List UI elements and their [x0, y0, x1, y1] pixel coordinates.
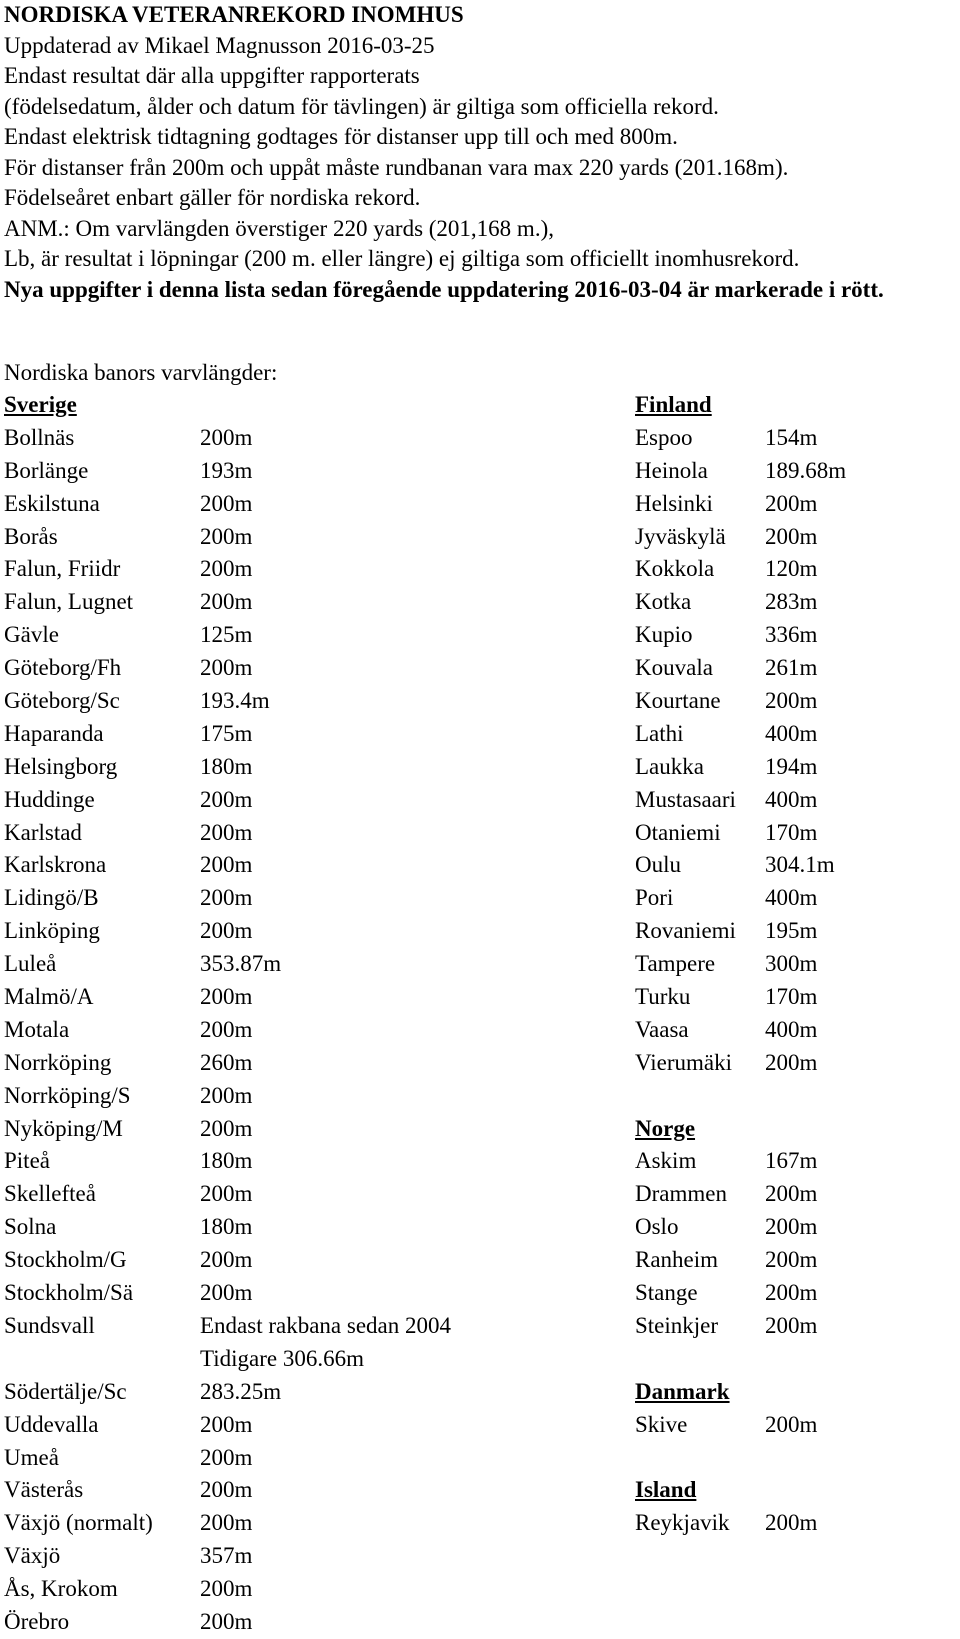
header-line: För distanser från 200m och uppåt måste rundbanan vara max 220 yards (201.168m). — [4, 154, 789, 180]
venue-name: Bollnäs — [4, 424, 75, 450]
lap-length: 400m — [765, 720, 818, 746]
lap-length: 200m — [200, 1082, 253, 1108]
venue-row — [4, 619, 524, 652]
lap-length: 180m — [200, 1214, 253, 1240]
venue-row — [635, 882, 955, 915]
venue-row — [4, 751, 524, 784]
venue-row — [635, 948, 955, 981]
lap-length: 200m — [200, 589, 253, 615]
venue-name: Helsingborg — [4, 753, 118, 779]
venue-name: Göteborg/Fh — [4, 655, 122, 681]
header-line: Lb, är resultat i löpningar (200 m. eller längre) ej giltiga som officiellt inomhusrekord. — [4, 246, 800, 271]
lap-length: 200m — [200, 819, 253, 845]
venue-row — [4, 652, 524, 685]
venue-row — [635, 422, 955, 455]
lap-length: 400m — [765, 1016, 818, 1042]
venue-row — [635, 1047, 955, 1080]
lap-length: 200m — [200, 1181, 253, 1207]
lap-length: 357m — [200, 1543, 253, 1569]
venue-row — [635, 1178, 955, 1211]
venue-name: Pori — [635, 885, 674, 911]
lap-length: 200m — [765, 1214, 818, 1240]
venue-row — [4, 1474, 524, 1507]
venue-row — [635, 1014, 955, 1047]
venue-row — [4, 422, 524, 455]
venue-row — [4, 817, 524, 850]
venue-name: Rovaniemi — [635, 918, 736, 944]
venue-name: Vierumäki — [635, 1049, 732, 1075]
venue-row — [635, 1244, 955, 1277]
venue-row — [4, 1277, 524, 1310]
venue-row — [4, 1442, 524, 1475]
denmark-heading: Danmark — [635, 1378, 730, 1404]
venue-name: Eskilstuna — [4, 490, 100, 516]
venue-name: Karlskrona — [4, 852, 107, 878]
venue-name: Reykjavik — [635, 1510, 730, 1536]
venue-name: Drammen — [635, 1181, 727, 1207]
lap-length: 200m — [200, 852, 253, 878]
venue-name: Växjö — [4, 1543, 61, 1569]
venue-row — [635, 521, 955, 554]
lap-length: 400m — [765, 885, 818, 911]
lap-length: 200m — [200, 1576, 253, 1602]
lap-length: 170m — [765, 819, 818, 845]
lap-length: 300m — [765, 951, 818, 977]
venue-row — [4, 1113, 524, 1146]
lap-length: 195m — [765, 918, 818, 944]
update-note: Nya uppgifter i denna lista sedan föregående uppdatering 2016-03-04 är markerade i rött. — [4, 276, 884, 302]
lap-length: 125m — [200, 622, 253, 648]
lap-length: 200m — [200, 490, 253, 516]
lap-length: 200m — [200, 1016, 253, 1042]
header-line: Endast resultat där alla uppgifter rapporterats — [4, 63, 420, 88]
venue-row — [4, 1310, 524, 1343]
venue-name: Stockholm/Sä — [4, 1280, 134, 1306]
venue-row — [4, 1376, 524, 1409]
venue-row — [635, 652, 955, 685]
venue-name: Stange — [635, 1280, 698, 1306]
venue-row — [4, 1145, 524, 1178]
venue-row — [4, 784, 524, 817]
venue-name: Kupio — [635, 622, 693, 648]
lap-length: Endast rakbana sedan 2004 — [200, 1312, 452, 1338]
venue-name: Oslo — [635, 1214, 679, 1240]
venue-row — [635, 718, 955, 751]
lap-length: 200m — [200, 1247, 253, 1273]
lap-length: 400m — [765, 786, 818, 812]
venue-row — [4, 1244, 524, 1277]
venue-row — [635, 1507, 955, 1540]
venue-row — [4, 1507, 524, 1540]
venue-row — [4, 882, 524, 915]
venue-row — [635, 1409, 955, 1442]
venue-name: Lidingö/B — [4, 885, 99, 911]
venue-row — [4, 455, 524, 488]
venue-name: Lathi — [635, 720, 684, 746]
lap-length: 200m — [200, 1115, 253, 1141]
lap-length: 200m — [765, 1247, 818, 1273]
venue-name: Gävle — [4, 622, 59, 648]
venue-name: Heinola — [635, 457, 708, 483]
venue-name: Borlänge — [4, 457, 89, 483]
lap-length: Tidigare 306.66m — [200, 1345, 364, 1371]
venue-name: Borås — [4, 523, 58, 549]
venue-name: Kokkola — [635, 556, 715, 582]
venue-name: Laukka — [635, 753, 704, 779]
venue-name: Skive — [635, 1411, 688, 1437]
lap-length: 261m — [765, 655, 818, 681]
venue-name: Karlstad — [4, 819, 82, 845]
venue-row — [4, 488, 524, 521]
venue-row — [4, 915, 524, 948]
lap-length: 200m — [200, 424, 253, 450]
venue-row — [635, 849, 955, 882]
venue-row — [4, 948, 524, 981]
venue-name: Örebro — [4, 1608, 70, 1634]
venue-row — [635, 1310, 955, 1343]
spacer-row — [635, 1080, 955, 1113]
lap-length: 200m — [765, 1312, 818, 1338]
lap-length: 200m — [200, 556, 253, 582]
venue-row — [635, 685, 955, 718]
lap-length: 200m — [200, 523, 253, 549]
venue-name: Göteborg/Sc — [4, 688, 120, 714]
norway-heading: Norge — [635, 1115, 696, 1141]
lap-length: 194m — [765, 753, 818, 779]
venue-row — [635, 455, 955, 488]
lap-length: 200m — [200, 655, 253, 681]
spacer-row — [635, 1442, 955, 1475]
venue-row — [4, 553, 524, 586]
venue-row — [4, 1540, 524, 1573]
venue-name: Skellefteå — [4, 1181, 96, 1207]
lap-length: 200m — [200, 885, 253, 911]
lap-length: 193m — [200, 457, 253, 483]
venue-row — [635, 1211, 955, 1244]
lap-length: 180m — [200, 753, 253, 779]
lap-length: 120m — [765, 556, 818, 582]
lap-length: 304.1m — [765, 852, 835, 878]
venue-row — [4, 1080, 524, 1113]
venue-row — [635, 1277, 955, 1310]
lap-length: 175m — [200, 720, 253, 746]
nordic-column — [635, 389, 955, 1540]
lap-length: 200m — [765, 688, 818, 714]
venue-row — [4, 981, 524, 1014]
lap-length: 200m — [765, 523, 818, 549]
venue-name: Vaasa — [635, 1016, 689, 1042]
venue-name: Nyköping/M — [4, 1115, 123, 1141]
venue-row — [635, 784, 955, 817]
document-header — [4, 0, 954, 305]
lap-length: 200m — [200, 1280, 253, 1306]
section-title: Nordiska banors varvlängder: — [4, 360, 278, 385]
venue-row — [4, 586, 524, 619]
lap-length: 200m — [765, 1181, 818, 1207]
venue-name: Huddinge — [4, 786, 95, 812]
lap-length: 200m — [200, 984, 253, 1010]
lap-length: 200m — [200, 1444, 253, 1470]
lap-length: 200m — [200, 1510, 253, 1536]
venue-name: Sundsvall — [4, 1312, 95, 1338]
lap-length: 260m — [200, 1049, 253, 1075]
venue-name: Espoo — [635, 424, 693, 450]
lap-length: 167m — [765, 1148, 818, 1174]
header-line: Födelseåret enbart gäller för nordiska rekord. — [4, 185, 421, 210]
venue-name: Helsinki — [635, 490, 713, 516]
venue-row — [635, 488, 955, 521]
venue-row — [4, 1573, 524, 1606]
lap-length: 200m — [200, 1477, 253, 1503]
sweden-column — [4, 389, 524, 1639]
lap-length: 200m — [765, 1280, 818, 1306]
venue-row — [635, 915, 955, 948]
venue-name: Askim — [635, 1148, 697, 1174]
finland-heading: Finland — [635, 392, 712, 417]
venue-name: Jyväskylä — [635, 523, 726, 549]
lap-length: 193.4m — [200, 688, 270, 714]
venue-name: Ranheim — [635, 1247, 719, 1273]
venue-row — [4, 718, 524, 751]
venue-name: Mustasaari — [635, 786, 736, 812]
venue-row — [4, 521, 524, 554]
lap-length: 170m — [765, 984, 818, 1010]
venue-row — [635, 1145, 955, 1178]
venue-name: Steinkjer — [635, 1312, 719, 1338]
lap-length: 200m — [765, 1049, 818, 1075]
venue-row — [4, 1606, 524, 1639]
lap-length: 283m — [765, 589, 818, 615]
document-title: NORDISKA VETERANREKORD INOMHUS — [4, 2, 464, 27]
venue-row — [635, 751, 955, 784]
lap-length: 154m — [765, 424, 818, 450]
venue-row — [4, 1178, 524, 1211]
lap-length: 336m — [765, 622, 818, 648]
venue-row — [4, 685, 524, 718]
lap-length: 180m — [200, 1148, 253, 1174]
venue-name: Turku — [635, 984, 691, 1010]
header-line: ANM.: Om varvlängden överstiger 220 yards (201,168 m.), — [4, 215, 554, 241]
venue-name: Kouvala — [635, 655, 713, 681]
iceland-heading: Island — [635, 1477, 697, 1503]
venue-name: Malmö/A — [4, 984, 94, 1010]
lap-length: 200m — [200, 918, 253, 944]
lap-length: 200m — [200, 1411, 253, 1437]
venue-name: Piteå — [4, 1148, 50, 1174]
venue-name: Otaniemi — [635, 819, 721, 845]
venue-name: Stockholm/G — [4, 1247, 127, 1273]
venue-name: Norrköping — [4, 1049, 112, 1075]
lap-length: 283.25m — [200, 1378, 282, 1404]
venue-name: Linköping — [4, 918, 100, 944]
lap-length: 189.68m — [765, 457, 847, 483]
venue-name: Tampere — [635, 951, 716, 977]
venue-row — [4, 1047, 524, 1080]
venue-name: Motala — [4, 1016, 70, 1042]
venue-row — [635, 619, 955, 652]
venue-name: Haparanda — [4, 720, 104, 746]
venue-name: Norrköping/S — [4, 1082, 131, 1108]
lap-length: 200m — [200, 786, 253, 812]
lap-length: 200m — [765, 1411, 818, 1437]
venue-row — [4, 1014, 524, 1047]
venue-name: Solna — [4, 1214, 57, 1240]
lap-length: 353.87m — [200, 951, 282, 977]
venue-row — [4, 1409, 524, 1442]
venue-name: Västerås — [4, 1477, 84, 1503]
venue-row — [4, 849, 524, 882]
venue-name: Ås, Krokom — [4, 1576, 118, 1602]
venue-name: Uddevalla — [4, 1411, 99, 1437]
venue-row — [4, 1211, 524, 1244]
header-line: Endast elektrisk tidtagning godtages för distanser upp till och med 800m. — [4, 124, 678, 149]
spacer-row — [635, 1343, 955, 1376]
header-line: Uppdaterad av Mikael Magnusson 2016-03-25 — [4, 32, 435, 58]
venue-name: Luleå — [4, 951, 57, 977]
venue-row — [635, 981, 955, 1014]
venue-name: Oulu — [635, 852, 681, 878]
venue-row — [635, 553, 955, 586]
venue-name: Kotka — [635, 589, 692, 615]
sweden-heading: Sverige — [4, 392, 77, 417]
venue-row — [635, 817, 955, 850]
lap-length: 200m — [765, 1510, 818, 1536]
venue-name: Falun, Lugnet — [4, 589, 134, 615]
venue-name: Kourtane — [635, 688, 721, 714]
lap-length: 200m — [200, 1608, 253, 1634]
venue-name: Umeå — [4, 1444, 59, 1470]
lap-length: 200m — [765, 490, 818, 516]
venue-name: Falun, Friidr — [4, 556, 121, 582]
venue-row — [635, 586, 955, 619]
venue-name: Växjö (normalt) — [4, 1510, 153, 1536]
venue-row — [4, 1343, 524, 1376]
venue-name: Södertälje/Sc — [4, 1378, 127, 1404]
header-line: (födelsedatum, ålder och datum för tävlingen) är giltiga som officiella rekord. — [4, 93, 719, 119]
